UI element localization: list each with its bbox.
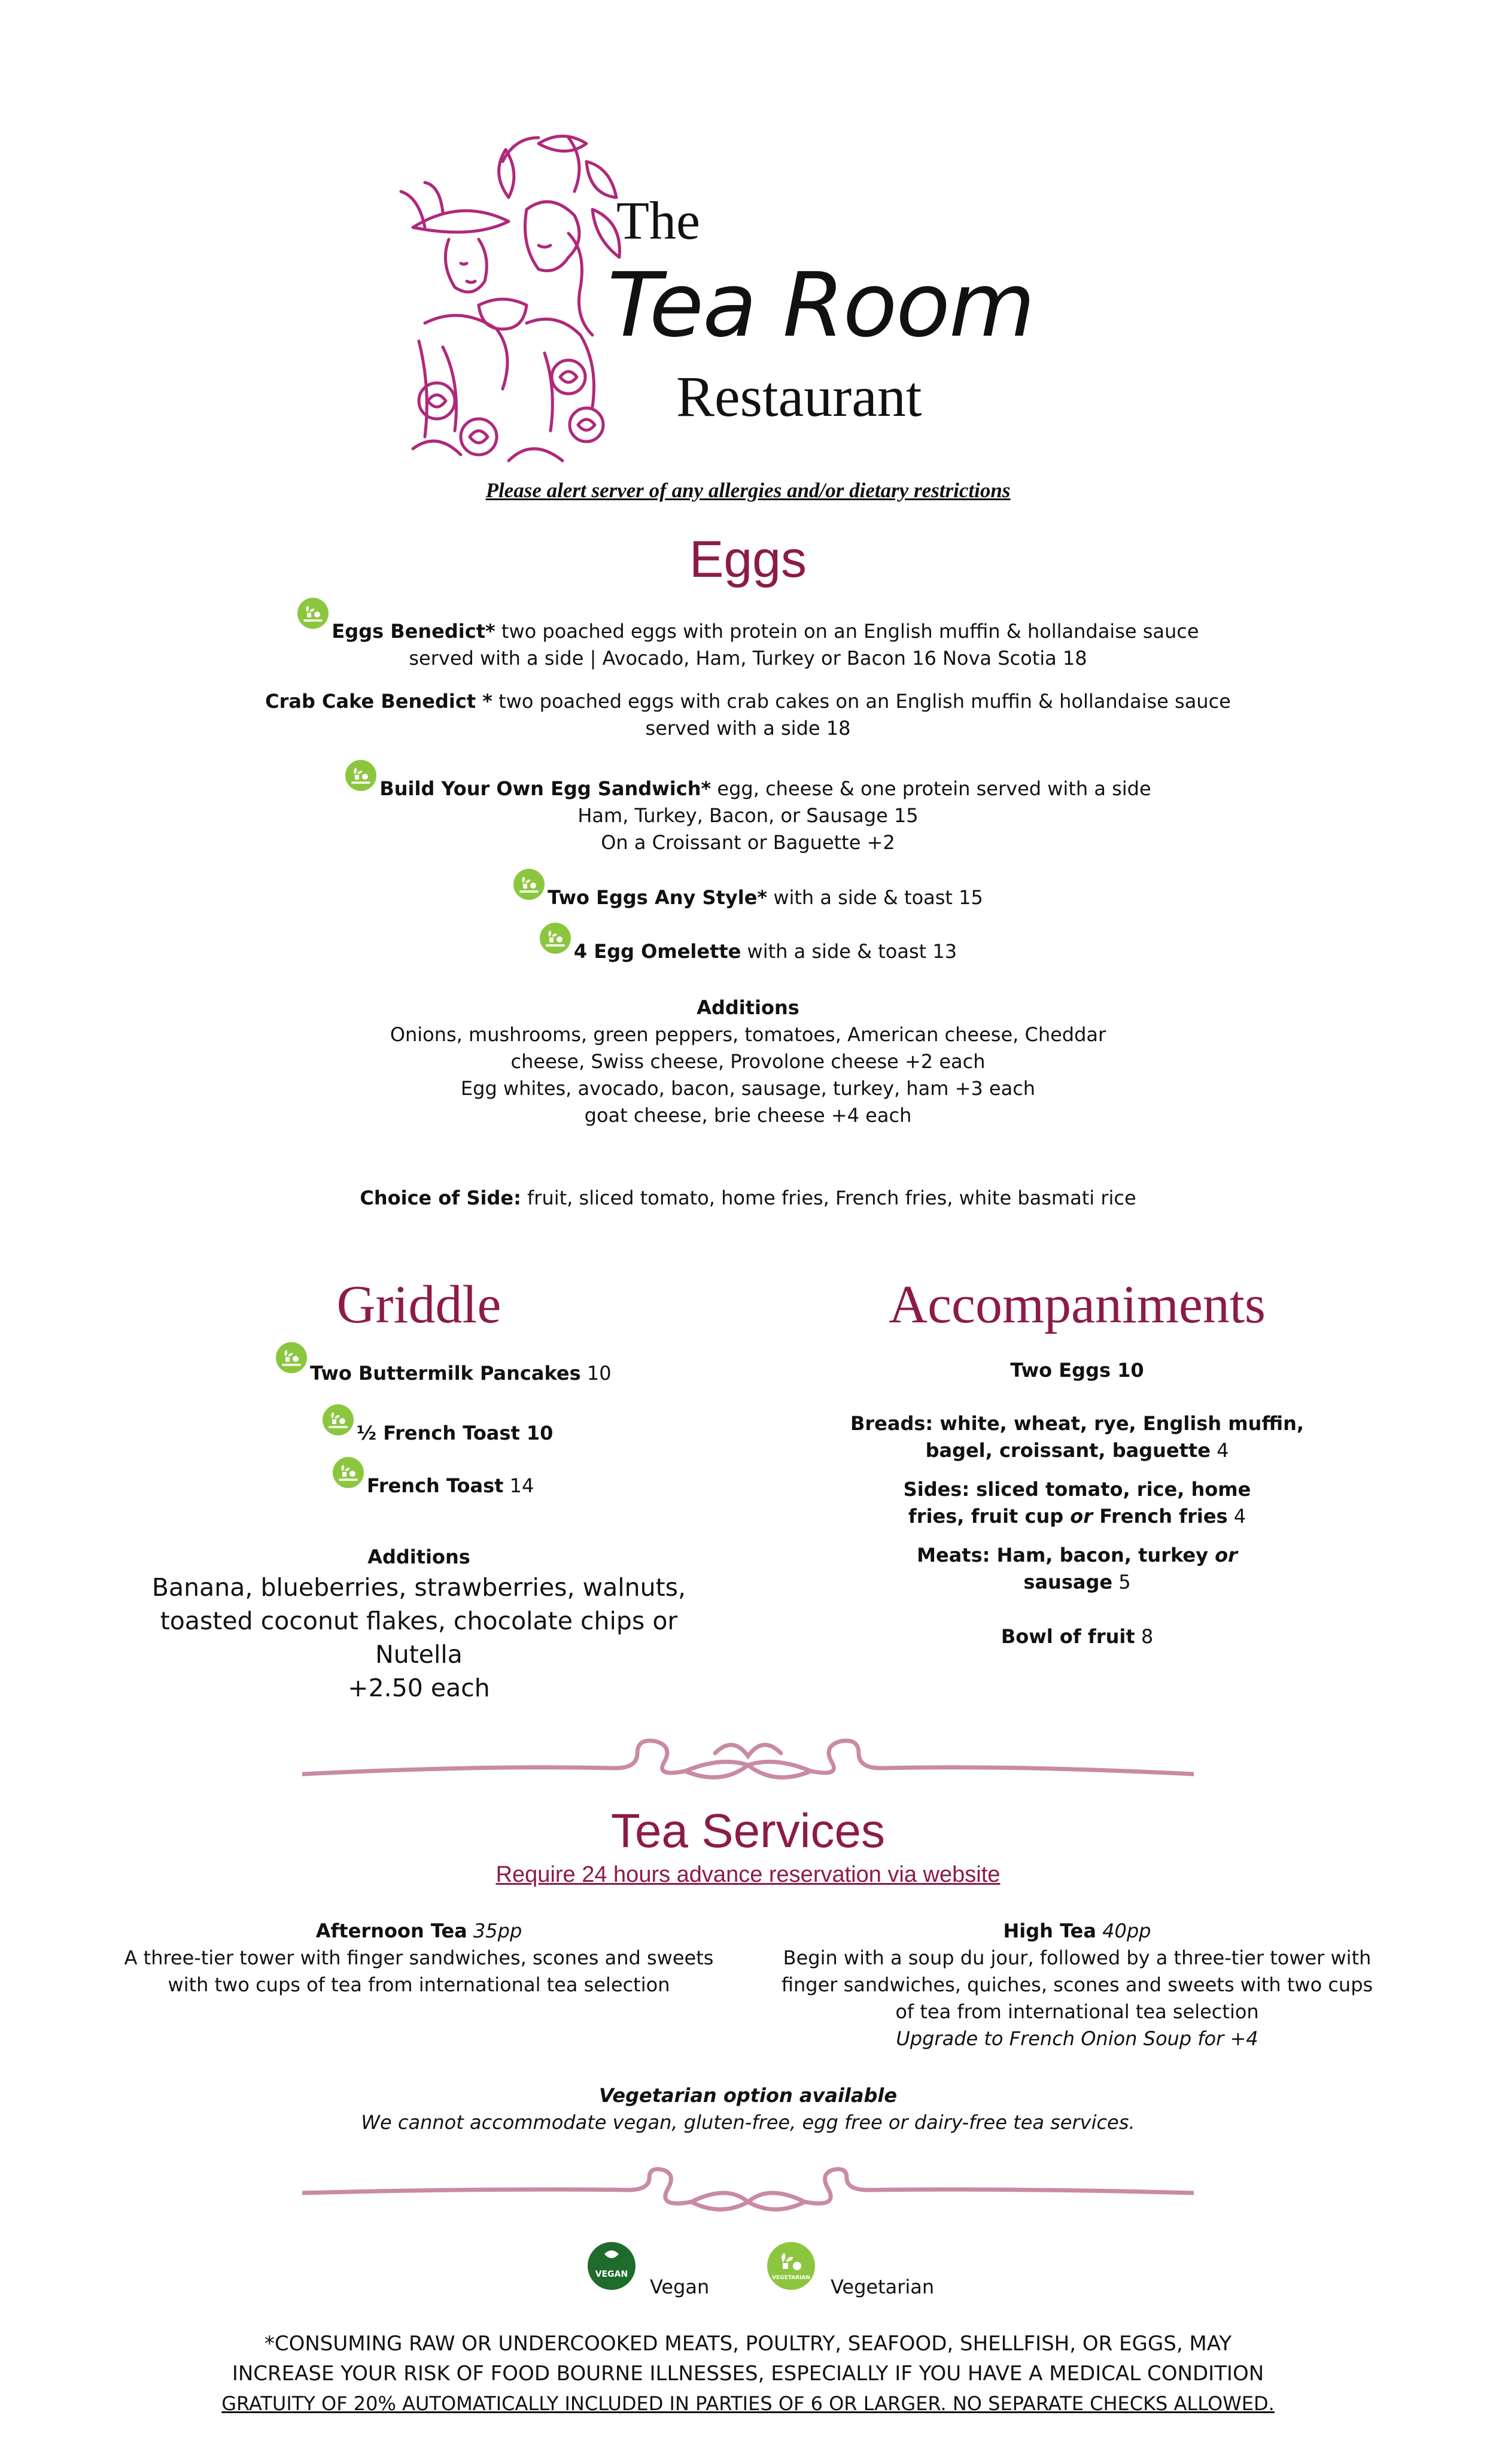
- eggs-benedict-item: [0, 610, 1496, 672]
- item-desc: two poached eggs with protein on an English muffin & hollandaise sauce: [495, 620, 1199, 643]
- eggs-heading: Eggs: [689, 531, 807, 588]
- decorative-flourish-divider: [302, 1729, 1194, 1795]
- item-desc-2: served with a side | Avocado, Ham, Turkey or Bacon 16 Nova Scotia 18: [409, 647, 1087, 670]
- additions-line-1: Onions, mushrooms, green peppers, tomatoes, American cheese, Cheddar: [390, 1023, 1106, 1046]
- afternoon-tea: [120, 1918, 718, 1998]
- tea-vegetarian-note: [0, 2082, 1496, 2136]
- item-name: French Toast: [367, 1474, 504, 1497]
- item-desc: egg, cheese & one protein served with a side: [711, 777, 1151, 800]
- additions-line-3: Egg whites, avocado, bacon, sausage, turkey, ham +3 each: [460, 1077, 1036, 1100]
- additions-line-2: toasted coconut flakes, chocolate chips or Nutella: [160, 1607, 678, 1669]
- tea-services-heading: Tea Services: [611, 1804, 885, 1857]
- accompaniments-heading: Accompaniments: [889, 1275, 1266, 1334]
- additions-title: Additions: [367, 1546, 470, 1568]
- accompaniments-list: [778, 1357, 1376, 1650]
- egg-sandwich-item: [0, 768, 1496, 856]
- item-desc-2: Ham, Turkey, Bacon, or Sausage 15: [577, 804, 919, 827]
- logo-restaurant: Restaurant: [676, 364, 922, 428]
- footer-line-3: GRATUITY OF 20% AUTOMATICALLY INCLUDED IN PARTIES OF 6 OR LARGER. NO SEPARATE CHECKS ALLOWED.: [221, 2392, 1275, 2415]
- item-desc-2: served with a side 18: [645, 717, 851, 740]
- logo-tea-room: Tea Room: [607, 254, 1035, 357]
- tea-name: High Tea: [1003, 1920, 1096, 1942]
- vegetarian-icon: [275, 1341, 308, 1374]
- item-or: or: [1215, 1544, 1237, 1566]
- griddle-heading: Griddle: [336, 1275, 501, 1334]
- additions-title: Additions: [697, 996, 799, 1019]
- tea-desc-1: Begin with a soup du jour, followed by a three-tier tower with: [783, 1946, 1372, 1969]
- item-desc-3: On a Croissant or Baguette +2: [601, 831, 895, 854]
- item-price: 4: [1210, 1439, 1229, 1462]
- item-name: 4 Egg Omelette: [573, 940, 741, 963]
- footer-line-1: *CONSUMING RAW OR UNDERCOOKED MEATS, POULTRY, SEAFOOD, SHELLFISH, OR EGGS, MAY: [264, 2332, 1232, 2356]
- tea-room-logo-illustration: [389, 126, 640, 479]
- item-name: Two Eggs 10: [1010, 1359, 1144, 1382]
- tea-desc-3: of tea from international tea selection: [895, 2000, 1259, 2023]
- item-name: ½ French Toast 10: [357, 1422, 554, 1444]
- item-name: Crab Cake Benedict *: [265, 690, 492, 713]
- item-price: 10: [580, 1362, 612, 1385]
- additions-line-3: +2.50 each: [348, 1674, 490, 1702]
- side-label: Choice of Side:: [360, 1187, 521, 1209]
- item-name: Build Your Own Egg Sandwich*: [379, 777, 711, 800]
- tea-name: Afternoon Tea: [315, 1920, 467, 1942]
- bowl-of-fruit-item: [778, 1623, 1376, 1650]
- vegetarian-icon: [297, 597, 329, 629]
- griddle-additions: [120, 1544, 718, 1705]
- vegetarian-icon: [345, 759, 377, 792]
- tea-reservation-notice[interactable]: Require 24 hours advance reservation via website: [495, 1862, 1001, 1887]
- tea-desc-1: A three-tier tower with finger sandwiches, scones and sweets: [124, 1946, 714, 1969]
- item-name-2: bagel, croissant, baguette: [925, 1439, 1211, 1462]
- item-name: Two Eggs Any Style*: [548, 886, 768, 909]
- vegetarian-icon: [332, 1456, 364, 1489]
- tea-desc-2: with two cups of tea from international tea selection: [168, 1973, 670, 1996]
- item-name: Bowl of fruit: [1001, 1625, 1135, 1648]
- side-text: fruit, sliced tomato, home fries, French fries, white basmati rice: [521, 1187, 1136, 1209]
- item-price: 5: [1112, 1571, 1131, 1593]
- item-name: Breads: white, wheat, rye, English muffin,: [850, 1412, 1305, 1435]
- item-name-2: sausage: [1023, 1571, 1113, 1593]
- sides-item: [778, 1476, 1376, 1530]
- tea-desc-2: finger sandwiches, quiches, scones and sweets with two cups: [781, 1973, 1373, 1996]
- item-name: Eggs Benedict*: [332, 620, 495, 643]
- veg-option: Vegetarian option available: [598, 2084, 898, 2107]
- item-name: Meats: Ham, bacon, turkey: [917, 1544, 1215, 1566]
- additions-line-2: cheese, Swiss cheese, Provolone cheese +2 each: [510, 1050, 986, 1073]
- item-price: 8: [1135, 1625, 1154, 1648]
- choice-of-side: [0, 1185, 1496, 1212]
- additions-line-1: Banana, blueberries, strawberries, walnuts,: [151, 1573, 686, 1602]
- item-desc: two poached eggs with crab cakes on an English muffin & hollandaise sauce: [492, 690, 1231, 713]
- item-desc: with a side & toast 13: [741, 940, 957, 963]
- vegan-icon: [586, 2241, 637, 2291]
- vegetarian-badge-text: VEGETARIAN: [772, 2275, 810, 2281]
- logo-the: The: [616, 191, 700, 251]
- two-eggs-item: [0, 877, 1496, 911]
- item-desc: with a side & toast 15: [767, 886, 983, 909]
- crab-cake-benedict-item: [0, 688, 1496, 742]
- vegetarian-icon: [322, 1404, 354, 1436]
- decorative-flourish-divider-2: [302, 2157, 1194, 2223]
- item-name: Sides: sliced tomato, rice, home: [903, 1478, 1251, 1501]
- vegetarian-icon: [539, 922, 571, 954]
- vegetarian-legend-label: Vegetarian: [831, 2276, 935, 2298]
- vegan-badge-text: VEGAN: [595, 2270, 628, 2279]
- vegetarian-legend-icon: [766, 2241, 816, 2291]
- breads-item: [778, 1410, 1376, 1464]
- vegetarian-icon: [513, 868, 545, 901]
- tea-upgrade: Upgrade to French Onion Soup for +4: [896, 2027, 1258, 2050]
- pancakes-item: [275, 1352, 612, 1387]
- french-toast-item: [332, 1465, 534, 1499]
- footer-disclaimer: [0, 2329, 1496, 2419]
- eggs-additions: [0, 994, 1496, 1129]
- item-name: Two Buttermilk Pancakes: [310, 1362, 581, 1385]
- half-french-toast-item: [322, 1412, 553, 1447]
- item-price: 4: [1227, 1505, 1246, 1528]
- meats-item: [778, 1542, 1376, 1596]
- item-price: 14: [503, 1474, 534, 1497]
- allergy-alert: Please alert server of any allergies and/or dietary restrictions: [485, 479, 1011, 502]
- footer-line-2: INCREASE YOUR RISK OF FOOD BOURNE ILLNESSES, ESPECIALLY IF YOU HAVE A MEDICAL CONDITION: [232, 2362, 1264, 2386]
- additions-line-4: goat cheese, brie cheese +4 each: [584, 1104, 912, 1127]
- no-accommodate: We cannot accommodate vegan, gluten-free, egg free or dairy-free tea services.: [361, 2111, 1135, 2134]
- omelette-item: [0, 930, 1496, 965]
- item-name-2: fries, fruit cup: [908, 1505, 1071, 1528]
- tea-price: 40pp: [1096, 1920, 1151, 1942]
- two-eggs-side: [778, 1357, 1376, 1384]
- tea-price: 35pp: [467, 1920, 522, 1942]
- item-or: or: [1070, 1505, 1093, 1528]
- high-tea: [778, 1918, 1376, 2052]
- item-name-3: French fries: [1093, 1505, 1228, 1528]
- vegan-legend-label: Vegan: [650, 2276, 710, 2298]
